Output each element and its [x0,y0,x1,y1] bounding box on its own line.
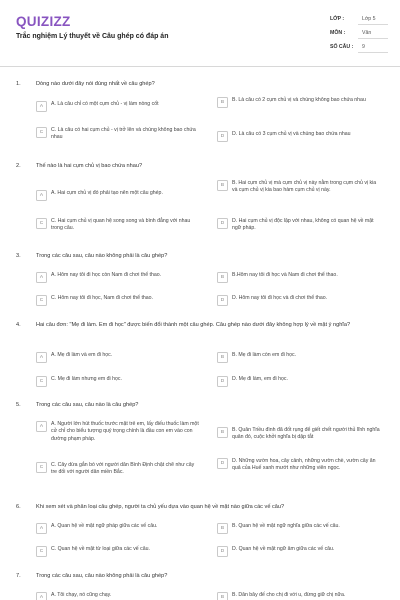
meta-label: MÔN : [330,30,346,36]
option-letter-badge: A [36,523,47,534]
option-text: A. Mẹ đi làm và em đi học. [51,352,113,358]
option-letter-badge: D [217,376,228,387]
meta-value: 9 [358,42,388,53]
question-number: 1. [16,81,21,87]
option-letter-badge: D [217,218,228,229]
option-d[interactable] [217,376,382,387]
option-text: D. Là câu có 3 cụm chủ vị và chúng bao chứa nhau [232,131,351,137]
option-text: A. Người lớn hút thuốc trước mặt trẻ em, lấy điếu thuốc làm một cử chỉ cho biểu tượng quý trọng chính là đầu con em vào con đường phạm pháp. [51,421,199,442]
meta-panel [330,12,388,54]
option-b[interactable] [217,427,382,442]
question-number: 6. [16,504,21,510]
option-text: A. Tôi chạy, nó cũng chạy. [51,592,112,598]
option-letter-badge: C [36,462,47,473]
option-text: A. Hai cụm chủ vị đó phải tạo nên một câu ghép. [51,190,163,196]
option-b[interactable] [217,272,382,283]
option-letter-badge: C [36,295,47,306]
option-text: D. Quan hệ về mặt ngữ âm giữa các vế câu. [232,546,335,552]
option-text: B. Quân Triều đình đã đốt rụng để giết chết người thủ lĩnh nghĩa quân đó, cuộc khởi nghĩa bị dập tắt [232,427,380,441]
option-letter-badge: B [217,97,228,108]
question-number: 5. [16,402,21,408]
question-text: Trong các câu sau, câu nào là câu ghép? [36,402,139,408]
option-c[interactable] [36,127,201,142]
option-b[interactable] [217,523,382,534]
option-a[interactable] [36,352,201,363]
option-text: D. Những vườn hoa, cây cảnh, những vườn chè, vườn cây ăn quả của Huế xanh mướt như những viên ngọc. [232,458,376,472]
option-c[interactable] [36,376,201,387]
option-letter-badge: D [217,131,228,142]
option-a[interactable] [36,272,201,283]
option-d[interactable] [217,295,382,306]
option-text: C. Cây dừa gắn bó với người dân Bình Định chặt chẽ như cây tre đối với người dân miền Bắc. [51,462,195,476]
question-number: 3. [16,253,21,259]
option-text: B.Hôm nay tôi đi học và Nam đi chơi thể thao. [232,272,338,278]
option-letter-badge: A [36,101,47,112]
option-a[interactable] [36,190,201,201]
option-b[interactable] [217,97,382,108]
meta-value: Văn [358,28,388,39]
option-letter-badge: A [36,421,47,432]
worksheet-header [0,0,400,67]
option-letter-badge: C [36,127,47,138]
question-text: Hai câu đơn: "Mẹ đi làm. Em đi học" được biến đổi thành một câu ghép. Câu ghép nào dưới đây không hợp lý về mặt ý nghĩa? [36,322,351,328]
option-b[interactable] [217,352,382,363]
option-d[interactable] [217,218,382,233]
option-letter-badge: C [36,546,47,557]
option-letter-badge: C [36,376,47,387]
option-a[interactable] [36,421,201,443]
option-letter-badge: B [217,523,228,534]
option-text: A. Quan hệ về mặt ngữ pháp giữa các vế câu. [51,523,158,529]
meta-row-count [330,40,388,54]
option-letter-badge: A [36,272,47,283]
option-d[interactable] [217,458,382,473]
option-text: B. Hai cụm chủ vị mà cụm chủ vị này nằm trong cụm chủ vị kia và cụm chủ vị kia bao hàm cụm chủ vị này. [232,180,377,194]
option-c[interactable] [36,462,201,477]
question-number: 7. [16,573,21,579]
option-text: C. Là câu có hai cụm chủ - vị trở lên và chúng không bao chứa nhau [51,127,196,141]
option-text: C. Hôm nay tôi đi học, Nam đi chơi thể thao. [51,295,154,301]
option-a[interactable] [36,592,201,600]
option-text: C. Quan hệ về mặt từ loại giữa các vế câu. [51,546,150,552]
meta-value: Lớp 5 [358,14,388,25]
question-number: 2. [16,163,21,169]
question-text: Thế nào là hai cụm chủ vị bao chứa nhau? [36,163,143,169]
option-text: B. Mẹ đi làm còn em đi học. [232,352,297,358]
option-text: A. Hôm nay tôi đi học còn Nam đi chơi thể thao. [51,272,162,278]
option-text: C. Mẹ đi làm nhưng em đi học. [51,376,122,382]
option-c[interactable] [36,218,201,233]
option-text: D. Hôm nay tôi đi học và đi chơi thể thao. [232,295,328,301]
option-c[interactable] [36,295,201,306]
option-letter-badge: C [36,218,47,229]
option-letter-badge: D [217,458,228,469]
option-letter-badge: B [217,272,228,283]
option-text: B. Quan hệ về mặt ngữ nghĩa giữa các vế câu. [232,523,340,529]
option-letter-badge: D [217,295,228,306]
option-text: D. Hai cụm chủ vị độc lập với nhau, không có quan hệ về mặt ngữ pháp. [232,218,374,232]
question-text: Trong các câu sau, câu nào không phải là câu ghép? [36,573,168,579]
meta-row-grade [330,12,388,26]
question-text: Trong các câu sau, câu nào không phải là câu ghép? [36,253,168,259]
option-text: B. Dân bây đế cho chị đi với u, đừng giữ chị nữa. [232,592,346,598]
quizizz-logo: QUIZIZZ [16,14,71,29]
option-text: B. Là câu có 2 cụm chủ vị và chúng không bao chứa nhau [232,97,366,103]
option-d[interactable] [217,546,382,557]
option-b[interactable] [217,180,382,195]
option-text: C. Hai cụm chủ vị quan hệ song song và bình đẳng với nhau trong câu. [51,218,191,232]
option-letter-badge: B [217,352,228,363]
option-text: A. Là câu chỉ có một cụm chủ - vị làm nòng cốt [51,101,159,107]
option-b[interactable] [217,592,382,600]
meta-label: LỚP : [330,16,345,22]
option-letter-badge: D [217,546,228,557]
option-letter-badge: A [36,352,47,363]
question-text: Khi xem xét và phân loại câu ghép, người ta chủ yếu dựa vào quan hệ về mặt nào giữa các vế câu? [36,504,285,510]
meta-label: SỐ CÂU : [330,44,354,50]
option-letter-badge: B [217,180,228,191]
question-text: Dòng nào dưới đây nói đúng nhất về câu ghép? [36,81,155,87]
option-d[interactable] [217,131,382,142]
page-title: Trắc nghiệm Lý thuyết về Câu ghép có đáp án [16,33,169,40]
option-text: D. Mẹ đi làm, em đi học. [232,376,288,382]
question-number: 4. [16,322,21,328]
meta-row-subject [330,26,388,40]
option-a[interactable] [36,101,201,112]
option-c[interactable] [36,546,201,557]
option-letter-badge: B [217,427,228,438]
option-a[interactable] [36,523,201,534]
option-letter-badge: A [36,592,47,600]
option-letter-badge: A [36,190,47,201]
option-letter-badge: B [217,592,228,600]
